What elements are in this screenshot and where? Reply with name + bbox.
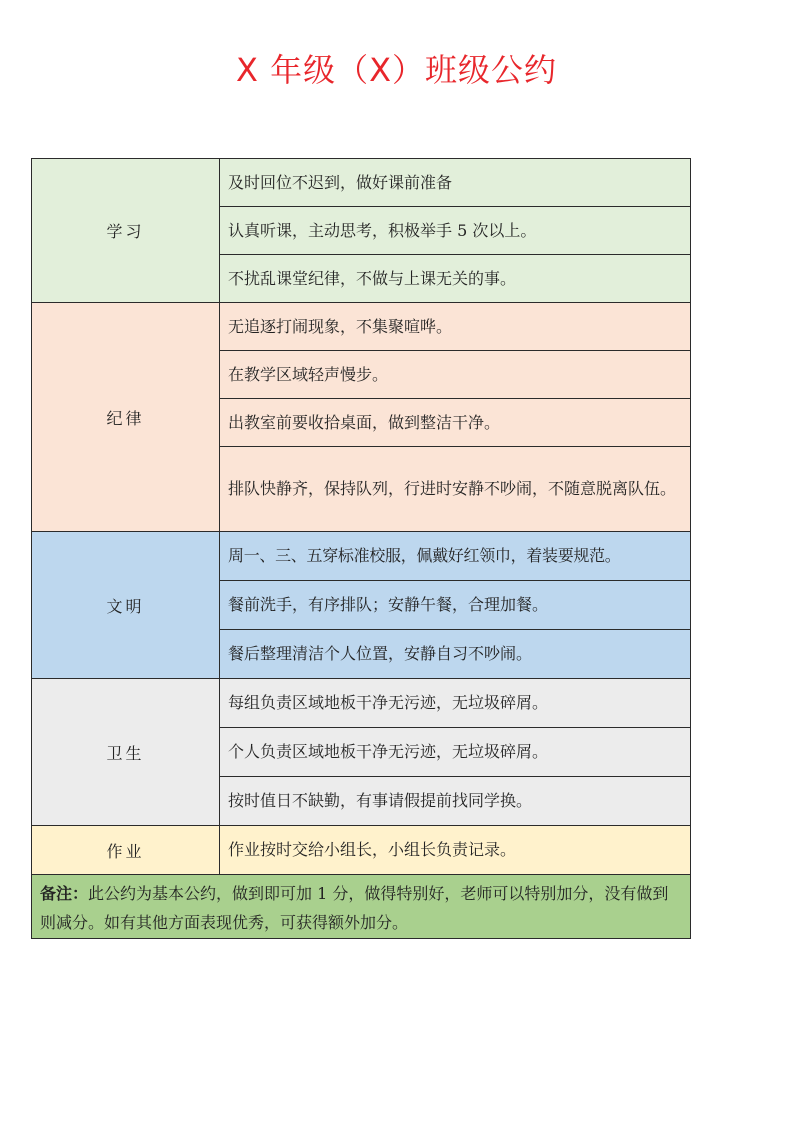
rule-item: 餐后整理清洁个人位置，安静自习不吵闹。 <box>220 630 691 679</box>
rule-item: 作业按时交给小组长，小组长负责记录。 <box>220 826 691 875</box>
note-row <box>32 875 691 939</box>
table-row <box>32 532 691 581</box>
rule-item: 无追逐打闹现象，不集聚喧哗。 <box>220 303 691 351</box>
category-homework: 作业 <box>32 826 220 875</box>
note-text: 此公约为基本公约，做到即可加 1 分，做得特别好，老师可以特别加分，没有做到则减分。如有其他方面表现优秀，可获得额外加分。 <box>40 884 669 932</box>
category-hygiene: 卫生 <box>32 679 220 826</box>
rule-item: 周一、三、五穿标准校服，佩戴好红领巾，着装要规范。 <box>220 532 691 581</box>
rule-item: 出教室前要收拾桌面，做到整洁干净。 <box>220 399 691 447</box>
note-label: 备注： <box>40 884 89 903</box>
rule-item: 排队快静齐，保持队列，行进时安静不吵闹，不随意脱离队伍。 <box>220 447 691 532</box>
rule-item: 餐前洗手，有序排队；安静午餐，合理加餐。 <box>220 581 691 630</box>
rule-item: 每组负责区域地板干净无污迹，无垃圾碎屑。 <box>220 679 691 728</box>
class-pact-table <box>31 158 691 939</box>
category-study: 学习 <box>32 159 220 303</box>
page-title: X 年级（X）班级公约 <box>235 51 558 89</box>
table-row <box>32 303 691 351</box>
table-row <box>32 826 691 875</box>
category-civility: 文明 <box>32 532 220 679</box>
rule-item: 按时值日不缺勤，有事请假提前找同学换。 <box>220 777 691 826</box>
rule-item: 认真听课，主动思考，积极举手 5 次以上。 <box>220 207 691 255</box>
note-cell <box>32 875 691 939</box>
table-row <box>32 679 691 728</box>
table-row <box>32 159 691 207</box>
rule-item: 个人负责区域地板干净无污迹，无垃圾碎屑。 <box>220 728 691 777</box>
rule-item: 在教学区域轻声慢步。 <box>220 351 691 399</box>
category-discipline: 纪律 <box>32 303 220 532</box>
rule-item: 及时回位不迟到，做好课前准备 <box>220 159 691 207</box>
rule-item: 不扰乱课堂纪律，不做与上课无关的事。 <box>220 255 691 303</box>
